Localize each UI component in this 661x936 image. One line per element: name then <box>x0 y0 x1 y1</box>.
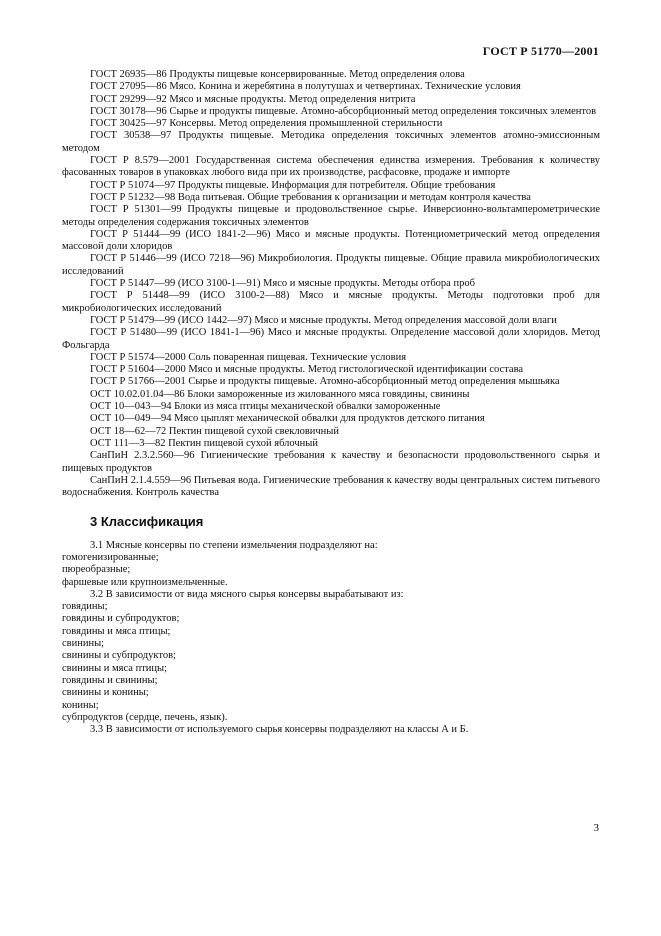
reference-item: ГОСТ Р 51766—2001 Сырье и продукты пищевые. Атомно-абсорбционный метод определения мышьяка <box>90 376 560 388</box>
document-header: ГОСТ Р 51770—2001 <box>482 44 599 58</box>
reference-item: ГОСТ 27095—86 Мясо. Конина и жеребятина в полутушах и четвертинах. Технические условия <box>90 81 521 93</box>
reference-item: СанПиН 2.1.4.559—96 Питьевая вода. Гигиенические требования к качеству воды центральных систем питьевого водоснабжения. Контроль качества <box>62 474 600 499</box>
reference-item: ОСТ 10—049—94 Мясо цыплят механической обвалки для продуктов детского питания <box>90 413 485 425</box>
reference-item: ГОСТ Р 51301—99 Продукты пищевые и продовольственное сырье. Инверсионно-вольтамперометрические методы определения содержания токсичных элементов <box>62 204 600 228</box>
reference-item: ГОСТ 26935—86 Продукты пищевые консервированные. Метод определения олова <box>90 69 465 80</box>
page-number: 3 <box>593 822 599 834</box>
page-content <box>62 69 600 736</box>
reference-item: ГОСТ Р 51232—98 Вода питьевая. Общие требования к организации и методам контроля качества <box>90 191 531 203</box>
list-item: свинины и субпродуктов; <box>62 650 176 662</box>
reference-item: ГОСТ Р 51574—2000 Соль поваренная пищевая. Технические условия <box>90 351 407 363</box>
reference-item: ОСТ 10—043—94 Блоки из мяса птицы механической обвалки замороженные <box>90 401 441 413</box>
clause-3-2: 3.2 В зависимости от вида мясного сырья консервы вырабатывают из: <box>90 588 404 600</box>
reference-item: ОСТ 111—3—82 Пектин пищевой сухой яблочный <box>90 437 318 449</box>
list-item: фаршевые или крупноизмельченные. <box>62 576 228 588</box>
list-item: свинины и конины; <box>62 687 149 699</box>
list-item: говядины и свинины; <box>62 674 158 686</box>
reference-item: ГОСТ 30425—97 Консервы. Метод определения промышленной стерильности <box>90 118 443 130</box>
reference-item: ГОСТ Р 51448—99 (ИСО 3100-2—88) Мясо и мясные продукты. Методы подготовки проб для микробиологических исследований <box>62 290 600 314</box>
list-item: говядины и мяса птицы; <box>62 625 171 637</box>
reference-item: ГОСТ Р 51074—97 Продукты пищевые. Информация для потребителя. Общие требования <box>90 179 496 191</box>
list-item: свинины и мяса птицы; <box>62 662 167 674</box>
reference-item: ГОСТ Р 51480—99 (ИСО 1841-1—96) Мясо и мясные продукты. Определение массовой доли хлоридов. Метод Фольгарда <box>62 327 600 351</box>
reference-item: ГОСТ 29299—92 Мясо и мясные продукты. Метод определения нитрита <box>90 93 416 105</box>
normative-references-list <box>62 69 600 499</box>
reference-item: ГОСТ Р 51447—99 (ИСО 3100-1—91) Мясо и мясные продукты. Методы отбора проб <box>90 278 475 290</box>
list-item: гомогенизированные; <box>62 551 159 563</box>
reference-item: ГОСТ Р 8.579—2001 Государственная система обеспечения единства измерения. Требования к количеству фасованных товаров в упаковках любого вида при их производстве, расфасовке, продаже и импорте <box>62 155 600 179</box>
reference-item: ОСТ 10.02.01.04—86 Блоки замороженные из жилованного мяса говядины, свинины <box>90 388 470 400</box>
section-title: 3 Классификация <box>90 514 204 530</box>
list-item: конины; <box>62 699 99 711</box>
reference-item: ГОСТ Р 51444—99 (ИСО 1841-2—96) Мясо и мясные продукты. Потенциометрический метод определения массовой доли хлоридов <box>62 228 600 253</box>
list-item: говядины и субпродуктов; <box>62 613 180 625</box>
list-item: субпродуктов (сердце, печень, язык). <box>62 711 228 723</box>
reference-item: ГОСТ Р 51604—2000 Мясо и мясные продукты. Метод гистологической идентификации состава <box>90 364 524 376</box>
reference-item: ГОСТ 30538—97 Продукты пищевые. Методика определения токсичных элементов атомно-эмиссионным методом <box>62 130 600 154</box>
reference-item: ГОСТ Р 51479—99 (ИСО 1442—97) Мясо и мясные продукты. Метод определения массовой доли влаги <box>90 314 557 326</box>
reference-item: ОСТ 18—62—72 Пектин пищевой сухой свекловичный <box>90 425 339 437</box>
clause-3-2-items <box>62 601 600 724</box>
reference-item: ГОСТ Р 51446—99 (ИСО 7218—96) Микробиология. Продукты пищевые. Общие правила микробиологических исследований <box>62 253 600 277</box>
list-item: говядины; <box>62 601 108 613</box>
clause-3-3: 3.3 В зависимости от используемого сырья консервы подразделяют на классы А и Б. <box>90 724 469 736</box>
list-item: пюреобразные; <box>62 564 131 576</box>
list-item: свинины; <box>62 638 105 650</box>
reference-item: ГОСТ 30178—96 Сырье и продукты пищевые. Атомно-абсорбционный метод определения токсичных элементов <box>90 105 597 117</box>
reference-item: СанПиН 2.3.2.560—96 Гигиенические требования к качеству и безопасности продовольственного сырья и пищевых продуктов <box>62 450 600 474</box>
clause-3-1-items <box>62 552 600 589</box>
clause-3-1: 3.1 Мясные консервы по степени измельчения подразделяют на: <box>90 539 378 551</box>
